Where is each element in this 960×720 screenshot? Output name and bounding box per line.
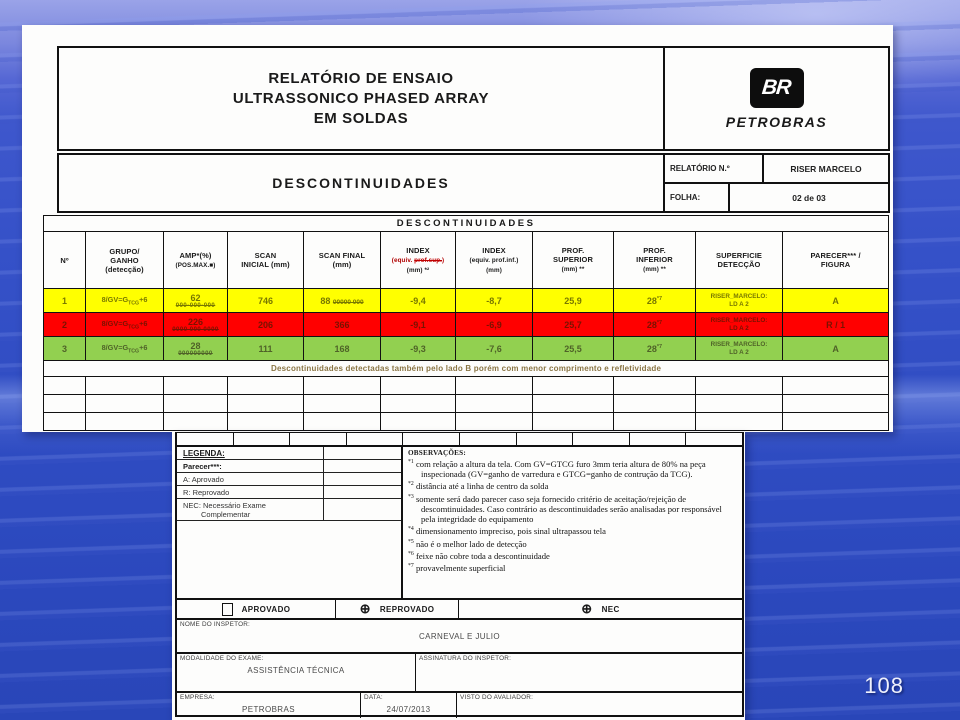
observation-7: $^{*7}$ provavelmente superficial — [408, 562, 506, 573]
discontinuities-table — [43, 215, 889, 431]
section-header — [57, 153, 890, 213]
empty-cell — [696, 377, 783, 395]
relatorio-label: RELATÓRIO N.º — [665, 155, 764, 182]
observations-title: OBSERVAÇÕES: — [408, 449, 466, 457]
visto-label: VISTO DO AVALIADOR: — [460, 694, 534, 701]
aprovado-label: APROVADO — [241, 604, 291, 614]
empty-cell — [456, 395, 533, 413]
petrobras-logo — [665, 48, 888, 149]
nec-option — [459, 600, 742, 618]
col-header-prof-inferior: PROF. INFERIOR (mm) ** — [614, 232, 696, 289]
empresa-label: EMPRESA: — [180, 694, 215, 701]
empty-cell — [164, 413, 228, 431]
empty-row — [44, 377, 889, 395]
report-header — [57, 46, 890, 151]
aprovado-checkbox-icon — [222, 603, 233, 616]
empty-cell — [614, 377, 696, 395]
modalidade-value: ASSISTÊNCIA TÉCNICA — [247, 666, 345, 675]
folha-label: FOLHA: — [665, 184, 730, 211]
inspector-name-field — [177, 620, 742, 654]
circle-plus-icon: ⊕ — [581, 601, 593, 616]
inspector-name-label: NOME DO INSPETOR: — [180, 621, 251, 628]
observation-4: $^{*4}$ dimensionamento impreciso, pois sinal ultrapassou tela — [408, 526, 606, 537]
br-logo-icon: BR — [750, 68, 804, 108]
approval-row — [177, 600, 742, 620]
empty-row — [44, 413, 889, 431]
observation-5: $^{*5}$ não é o melhor lado de detecção — [408, 538, 527, 549]
table-title: DESCONTINUIDADES — [44, 216, 889, 232]
slide-page-number: 108 — [864, 673, 904, 698]
empty-cell — [86, 413, 164, 431]
visto-field — [457, 693, 742, 718]
data-label: DATA: — [364, 694, 383, 701]
reprovado-option — [336, 600, 459, 618]
empty-cell — [86, 395, 164, 413]
report-title — [59, 48, 665, 149]
empty-cell — [44, 395, 86, 413]
circle-plus-icon: ⊕ — [359, 601, 371, 616]
discontinuity-row-1: 1 $8/GV=G_{TCG}+6$ 62 000-000-000 746 88 00000 000 -9,4 -8,7 25,9 28$^{*7}$ RISER_MARCELO: LD A 2 A — [44, 289, 889, 313]
empty-cell — [533, 395, 614, 413]
empty-cell — [44, 413, 86, 431]
col-header-scan-inicial: SCAN INICIAL (mm) — [228, 232, 304, 289]
empty-cell — [783, 395, 889, 413]
empty-cell — [533, 413, 614, 431]
section-title: DESCONTINUIDADES — [59, 155, 665, 211]
empty-cell — [304, 377, 381, 395]
nec-label: NEC — [601, 604, 620, 614]
folha-row — [665, 184, 888, 211]
modalidade-label: MODALIDADE DO EXAME: — [180, 655, 264, 662]
observation-3: $^{*3}$ somente será dado parecer caso seja fornecido critério de aceitação/rejeição de descomtinuidades. Caso contrário as descontinuidades serão analisadas por responsável pela integridade do equipamento — [408, 493, 722, 525]
empty-cell — [456, 377, 533, 395]
data-value: 24/07/2013 — [386, 705, 431, 714]
exam-row — [177, 654, 742, 693]
empty-cell — [228, 377, 304, 395]
empty-cell — [304, 395, 381, 413]
col-header-numero: Nº — [44, 232, 86, 289]
empty-cell — [228, 413, 304, 431]
col-header-grupo-ganho: GRUPO/ GANHO (detecção) — [86, 232, 164, 289]
empty-cell — [164, 395, 228, 413]
empty-cell — [696, 413, 783, 431]
observation-6: $^{*6}$ feixe não cobre toda a descontinuidade — [408, 550, 550, 561]
legend-section — [177, 447, 401, 598]
assinatura-label: ASSINATURA DO INSPETOR: — [419, 655, 512, 662]
modalidade-field — [177, 654, 416, 691]
assinatura-field — [416, 654, 742, 691]
legend-item-aprovado: A: Aprovado — [177, 473, 324, 485]
empresa-value: PETROBRAS — [242, 705, 295, 714]
table-continuation-strip — [177, 433, 742, 447]
empty-cell — [614, 413, 696, 431]
company-row — [177, 693, 742, 718]
legend-parecer-label: Parecer***: — [177, 460, 324, 472]
report-meta — [665, 155, 888, 211]
empty-cell — [381, 413, 456, 431]
relatorio-row — [665, 155, 888, 184]
empty-cell — [304, 413, 381, 431]
empty-cell — [614, 395, 696, 413]
empty-cell — [86, 377, 164, 395]
empty-cell — [783, 413, 889, 431]
discontinuity-row-3: 3 $8/GV=G_{TCG}+6$ 28 000000000 111 168 -9,3 -7,6 25,5 28$^{*7}$ RISER_MARCELO: LD A 2 A — [44, 337, 889, 361]
col-header-superficie: SUPERFICIE DETECÇÃO — [696, 232, 783, 289]
inspector-name-value: CARNEVAL E JULIO — [418, 632, 501, 641]
observation-1: $^{*1}$ com relação a altura da tela. Com GV=GTCG furo 3mm teria altura de 80% na peça inspecionada (GV=ganho de varredura e GTCG=ganho de contrução da TCG). — [408, 458, 706, 480]
data-field — [361, 693, 457, 718]
legend-item-reprovado: R: Reprovado — [177, 486, 324, 498]
table-title-row — [44, 216, 889, 232]
empty-cell — [381, 395, 456, 413]
col-header-prof-superior: PROF. SUPERIOR (mm) ** — [533, 232, 614, 289]
report-sheet-legend-observations — [172, 432, 745, 720]
empty-cell — [533, 377, 614, 395]
legend-title: LEGENDA: — [177, 447, 324, 459]
empty-cell — [228, 395, 304, 413]
report-title-line1: RELATÓRIO DE ENSAIO — [268, 69, 454, 87]
report-title-line2: ULTRASSONICO PHASED ARRAY — [232, 89, 490, 107]
discontinuity-row-2: 2 $8/GV=G_{TCG}+6$ 226 0000 000 0000 206 366 -9,1 -6,9 25,7 28$^{*7}$ RISER_MARCELO: LD A 2 R / 1 — [44, 313, 889, 337]
col-header-parecer-figura: PARECER*** / FIGURA — [783, 232, 889, 289]
empty-cell — [44, 377, 86, 395]
table-header-row — [44, 232, 889, 289]
aprovado-option — [177, 600, 336, 618]
col-header-amp: AMP*(%) (POS.MAX.■) — [164, 232, 228, 289]
relatorio-value: RISER MARCELO — [790, 163, 862, 174]
col-header-index-sup: INDEX (equiv. prof.sup.) (mm) *² — [381, 232, 456, 289]
report-sheet-discontinuities — [22, 25, 893, 432]
observation-2: $^{*2}$ distância até a linha de centro da solda — [408, 481, 549, 492]
report-title-line3: EM SOLDAS — [313, 109, 409, 127]
col-header-index-inf: INDEX (equiv. prof.inf.) (mm) — [456, 232, 533, 289]
empty-cell — [783, 377, 889, 395]
empty-cell — [696, 395, 783, 413]
legend-item-nec: NEC: Necessário Exame Complementar — [177, 499, 324, 520]
empresa-field — [177, 693, 361, 718]
petrobras-wordmark: PETROBRAS — [725, 113, 828, 130]
reprovado-label: REPROVADO — [379, 604, 435, 614]
empty-cell — [381, 377, 456, 395]
table-note-row — [44, 361, 889, 377]
empty-row — [44, 395, 889, 413]
folha-value: 02 de 03 — [792, 192, 826, 203]
col-header-scan-final: SCAN FINAL (mm) — [304, 232, 381, 289]
observations-section — [401, 447, 742, 598]
empty-cell — [164, 377, 228, 395]
table-note: Descontinuidades detectadas também pelo lado B porém com menor comprimento e refletividade — [44, 361, 889, 377]
empty-cell — [456, 413, 533, 431]
